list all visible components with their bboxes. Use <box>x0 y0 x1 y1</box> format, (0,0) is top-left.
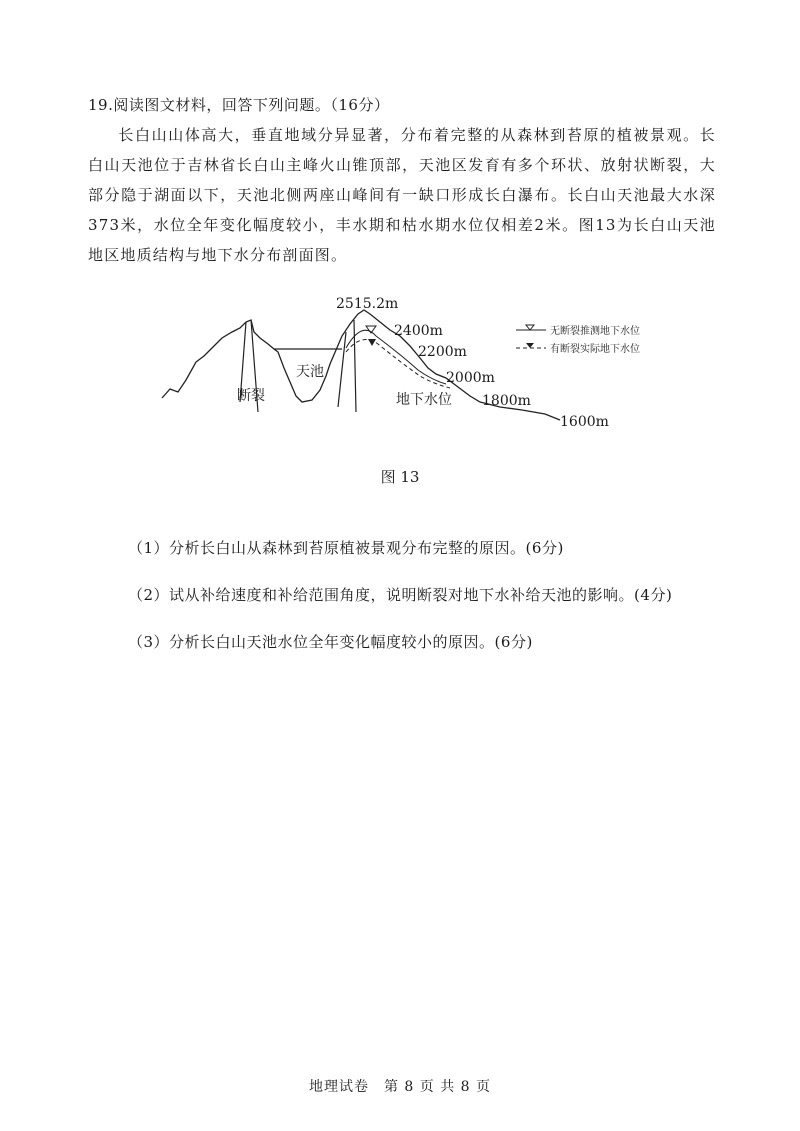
groundwater-label: 地下水位 <box>396 392 452 408</box>
actual-water-marker <box>368 339 376 346</box>
material-line-5: 13为长白山天池地区地质结构与地下水分布剖面图。 <box>88 216 716 264</box>
page-footer: 地理试卷 第 8 页 共 8 页 <box>308 1079 492 1095</box>
elevation-2000-label: 2000m <box>446 370 495 386</box>
elevation-1800-label: 1800m <box>482 393 531 409</box>
question-title: 19.阅读图文材料，回答下列问题。（16分） <box>88 96 390 114</box>
material-line-3: 裂，大部分隐于湖面以下，天池北侧两座山峰间有一缺口形成长白瀑布。长白山天 <box>88 156 716 204</box>
sub-question-3: （3）分析长白山天池水位全年变化幅度较小的原因。(6分) <box>128 633 533 651</box>
cross-section-figure <box>150 292 670 442</box>
elevation-1600-label: 1600m <box>560 414 609 430</box>
fault-label: 断裂 <box>237 388 265 404</box>
elevation-2400-label: 2400m <box>394 323 443 339</box>
question-material <box>88 120 716 270</box>
lake-label: 天池 <box>296 364 324 380</box>
legend-actual-marker <box>526 343 534 348</box>
figure-caption: 图 13 <box>380 468 420 486</box>
cross-section-diagram <box>150 292 670 442</box>
material-line-4: 池最大水深373米，水位全年变化幅度较小，丰水期和枯水期水位仅相差2米。图 <box>88 186 716 234</box>
peak-elevation-label: 2515.2m <box>336 296 399 312</box>
legend-inferred-marker <box>526 325 534 330</box>
figure-legend <box>516 324 640 355</box>
fault-line <box>354 320 356 412</box>
legend-with-fault-label: 有断裂实际地下水位 <box>550 344 640 355</box>
sub-question-1: （1）分析长白山从森林到苔原植被景观分布完整的原因。(6分) <box>128 539 564 557</box>
material-line-2: 长白山天池位于吉林省长白山主峰火山锥顶部，天池区发育有多个环状、放射状断 <box>88 126 716 174</box>
legend-no-fault-label: 无断裂推测地下水位 <box>550 326 640 337</box>
material-line-1: 长白山山体高大，垂直地域分异显著，分布着完整的从森林到苔原的植被景观。 <box>118 126 700 144</box>
elevation-2200-label: 2200m <box>418 344 467 360</box>
sub-question-2: （2）试从补给速度和补给范围角度，说明断裂对地下水补给天池的影响。(4分) <box>128 586 673 604</box>
